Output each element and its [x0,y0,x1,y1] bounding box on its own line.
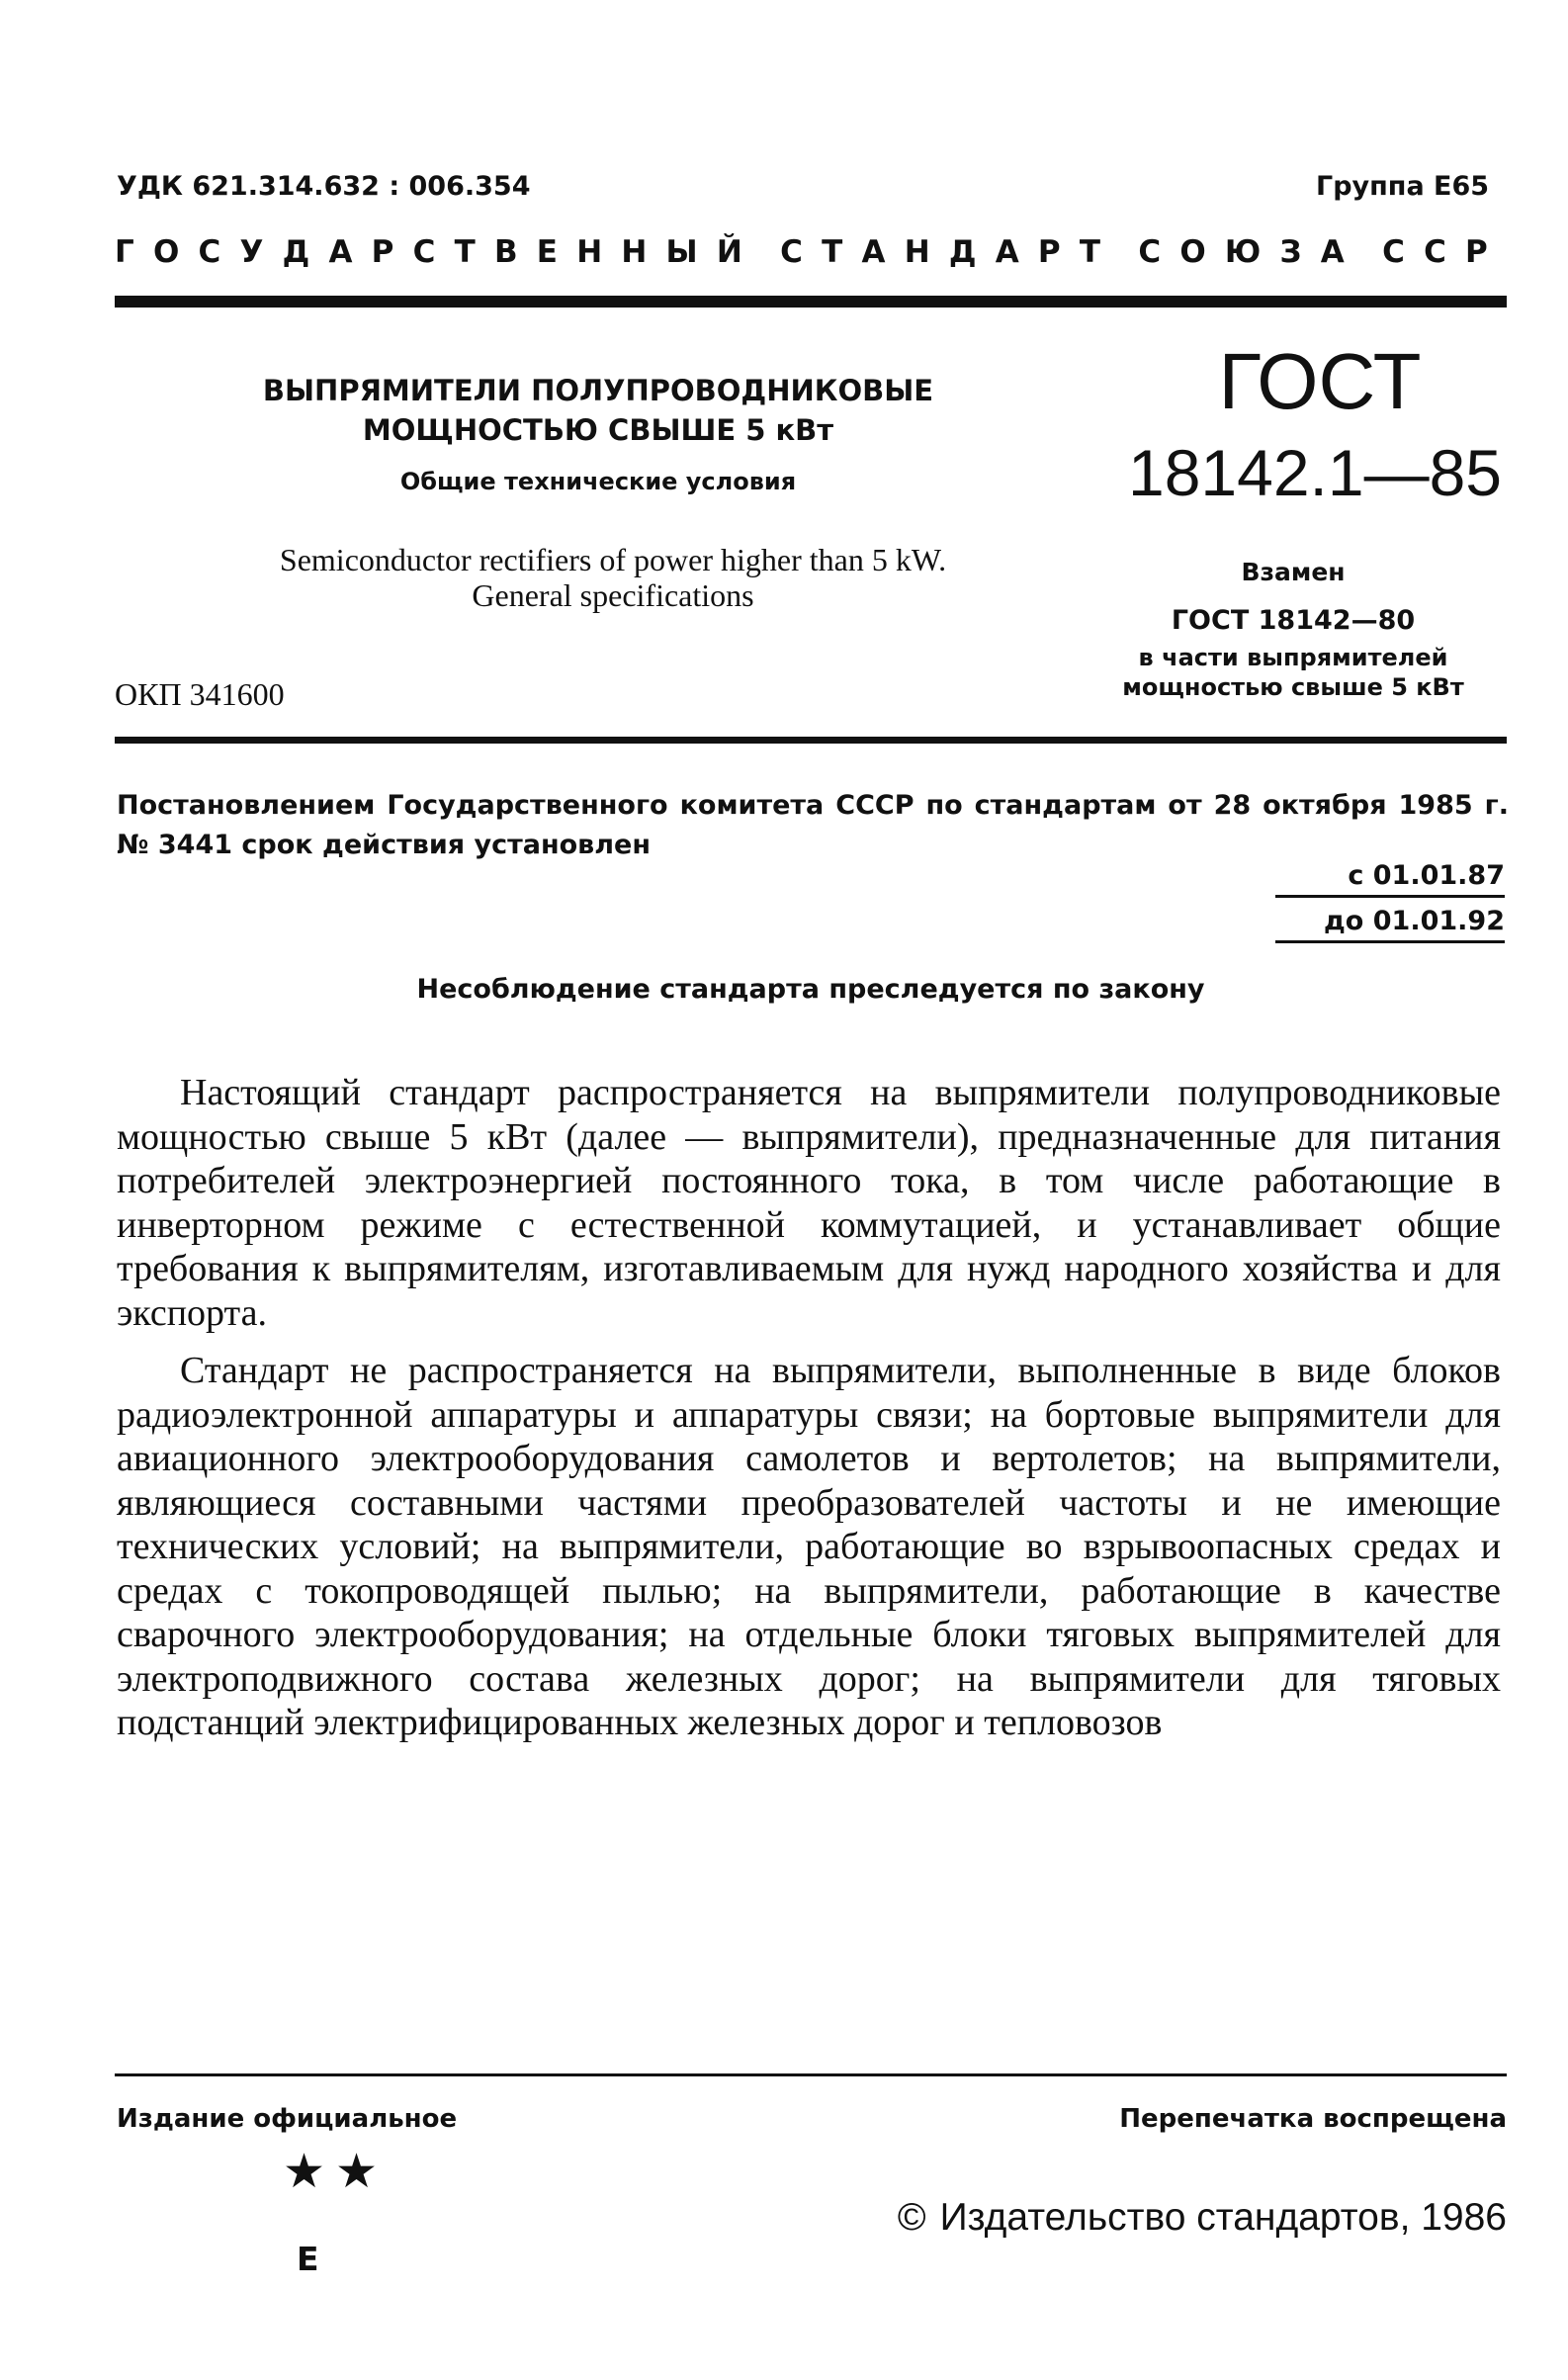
group-code: Группа Е65 [1316,171,1490,202]
copyright-icon: © [897,2196,926,2239]
english-title [129,542,1097,613]
udc-code: УДК 621.314.632 : 006.354 [117,171,531,202]
reprint-prohibited: Перепечатка воспрещена [1119,2104,1507,2134]
state-standard-banner [115,234,1507,270]
edition-letter: Е [297,2240,319,2278]
gost-number: 18142.1—85 [1128,436,1502,509]
okp-code: ОКП 341600 [115,676,285,712]
state-standard-word: СОЮЗА [1138,234,1363,270]
gost-label: ГОСТ [1218,337,1422,425]
official-edition: Издание официальное [117,2104,458,2134]
publisher-line [801,2196,1507,2240]
section-divider [115,737,1507,744]
decree-text: Постановлением Государственного комитета СССР по стандартам от 28 октября 1985 г. № 3441 срок действия установлен [117,790,1509,860]
publisher-name: Издательство стандартов, 1986 [939,2196,1507,2239]
state-standard-word: ГОСУДАРСТВЕННЫЙ [115,234,762,270]
validity-dates [1275,860,1505,943]
stars-mark: ★★ [283,2144,389,2199]
title-line-1: ВЫПРЯМИТЕЛИ ПОЛУПРОВОДНИКОВЫЕ [262,374,934,407]
replaces-note-2: мощностью свыше 5 кВт [1122,673,1464,701]
english-title-line-1: Semiconductor rectifiers of power higher than 5 kW. [279,542,947,577]
replaces-label: Взамен [1241,558,1346,586]
state-standard-word: ССР [1382,234,1507,270]
subtitle: Общие технические условия [399,468,797,495]
replaces-note-1: в части выпрямителей [1138,644,1448,671]
valid-from: с 01.01.87 [1275,860,1505,898]
title-block [227,371,969,495]
body-paragraph-1: Настоящий стандарт распространяется на выпрямители полупроводниковые мощностью свыше 5 кВт (далее — выпрямители), предназначенные для питания потребителей электроэнергией постоянного тока, в том числе работающие в инверторном режиме с естественной коммутацией, и устанавливает общие требования к выпрямителям, изготавливаемым для нужд народного хозяйства и для экспорта. [117,1072,1501,1334]
body-text [117,1071,1501,1745]
non-compliance-notice: Несоблюдение стандарта преследуется по закону [416,974,1205,1005]
header-divider [115,296,1507,308]
state-standard-word: СТАНДАРТ [780,234,1120,270]
replaces-block [1078,556,1509,702]
body-paragraph-2: Стандарт не распространяется на выпрямители, выполненные в виде блоков радиоэлектронной аппаратуры и аппаратуры связи; на бортовые выпрямители для авиационного электрооборудования самолетов и вертолетов; на выпрямители, являющиеся составными частями преобразователей частоты и не имеющие технических условий; на выпрямители, работающие во взрывоопасных средах и средах с токопроводящей пылью; на выпрямители, работающие в качестве сварочного электрооборудования; на отдельные блоки тяговых выпрямителей для электроподвижного состава железных дорог; на выпрямители для тяговых подстанций электрифицированных железных дорог и тепловозов [117,1350,1501,1743]
footer-divider [115,2073,1507,2076]
replaced-standard: ГОСТ 18142—80 [1171,605,1416,636]
valid-to: до 01.01.92 [1275,898,1505,943]
english-title-line-2: General specifications [472,577,754,613]
title-line-2: МОЩНОСТЬЮ СВЫШЕ 5 кВт [362,413,834,447]
